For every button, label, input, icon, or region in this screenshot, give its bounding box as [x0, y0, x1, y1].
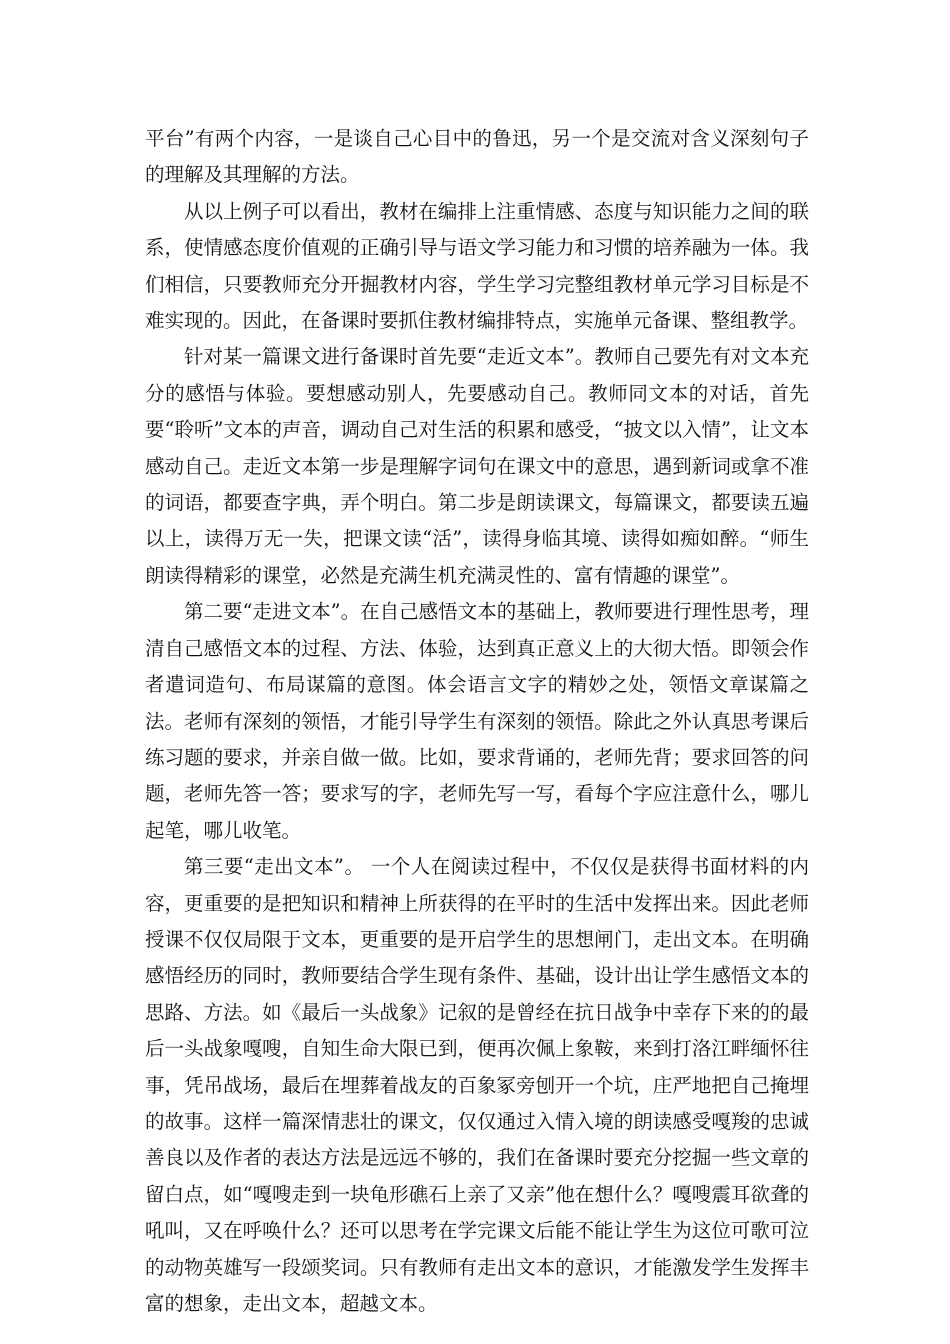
paragraph-enter-text: 第二要“走进文本”。在自己感悟文本的基础上，教师要进行理性思考，理清自己感悟文本的过程、方法、体验，达到真正意义上的大彻大悟。即领会作者遣词造句、布局谋篇的意图。体会语言文字的精妙之处，领悟文章谋篇之法。老师有深刻的领悟，才能引导学生有深刻的领悟。除此之外认真思考课后练习题的要求，并亲自做一做。比如，要求背诵的，老师先背；要求回答的问题，老师先答一答；要求写的字，老师先写一写，看每个字应注意什么，哪儿起笔，哪儿收笔。 — [145, 600, 809, 842]
paragraph-exit-text: 第三要“走出文本”。 一个人在阅读过程中，不仅仅是获得书面材料的内容，更重要的是把知识和精神上所获得的在平时的生活中发挥出来。因此老师授课不仅仅局限于文本，更重要的是开启学生的思想闸门，走出文本。在明确感悟经历的同时，教师要结合学生现有条件、基础，设计出让学生感悟文本的思路、方法。如《最后一头战象》记叙的是曾经在抗日战争中幸存下来的的最后一头战象嘎嗖，自知生命大限已到，便再次佩上象鞍，来到打洛江畔缅怀往事，凭吊战场，最后在埋葬着战友的百象冢旁刨开一个坑，庄严地把自己掩埋的故事。这样一篇深情悲壮的课文，仅仅通过入情入境的朗读感受嘎羧的忠诚善良以及作者的表达方法是远远不够的，我们在备课时要充分挖掘一些文章的留白点，如“嘎嗖走到一块龟形礁石上亲了又亲”他在想什么？嘎嗖震耳欲聋的吼叫，又在呼唤什么？还可以思考在学完课文后能不能让学生为这位可歌可泣的动物英雄写一段颂奖词。只有教师有走出文本的意识，才能激发学生发挥丰富的想象，走出文本，超越文本。 — [145, 855, 809, 1315]
paragraph-textbook-arrangement: 从以上例子可以看出，教材在编排上注重情感、态度与知识能力之间的联系，使情感态度价值观的正确引导与语文学习能力和习惯的培养融为一体。我们相信，只要教师充分开掘教材内容，学生学习完整组教材单元学习目标是不难实现的。因此，在备课时要抓住教材编排特点，实施单元备课、整组教学。 — [145, 199, 809, 333]
document-body — [145, 121, 809, 1322]
paragraph-approach-text: 针对某一篇课文进行备课时首先要“走近文本”。教师自己要先有对文本充分的感悟与体验。要想感动别人，先要感动自己。教师同文本的对话，首先要“聆听”文本的声音，调动自己对生活的积累和感受，“披文以入情”，让文本感动自己。走近文本第一步是理解字词句在课文中的意思，遇到新词或拿不准的词语，都要查字典，弄个明白。第二步是朗读课文，每篇课文，都要读五遍以上，读得万无一失，把课文读“活”，读得身临其境、读得如痴如醉。“师生朗读得精彩的课堂，必然是充满生机充满灵性的、富有情趣的课堂”。 — [145, 345, 809, 587]
paragraph-continued: 平台”有两个内容，一是谈自己心目中的鲁迅，另一个是交流对含义深刻句子的理解及其理解的方法。 — [145, 127, 809, 187]
